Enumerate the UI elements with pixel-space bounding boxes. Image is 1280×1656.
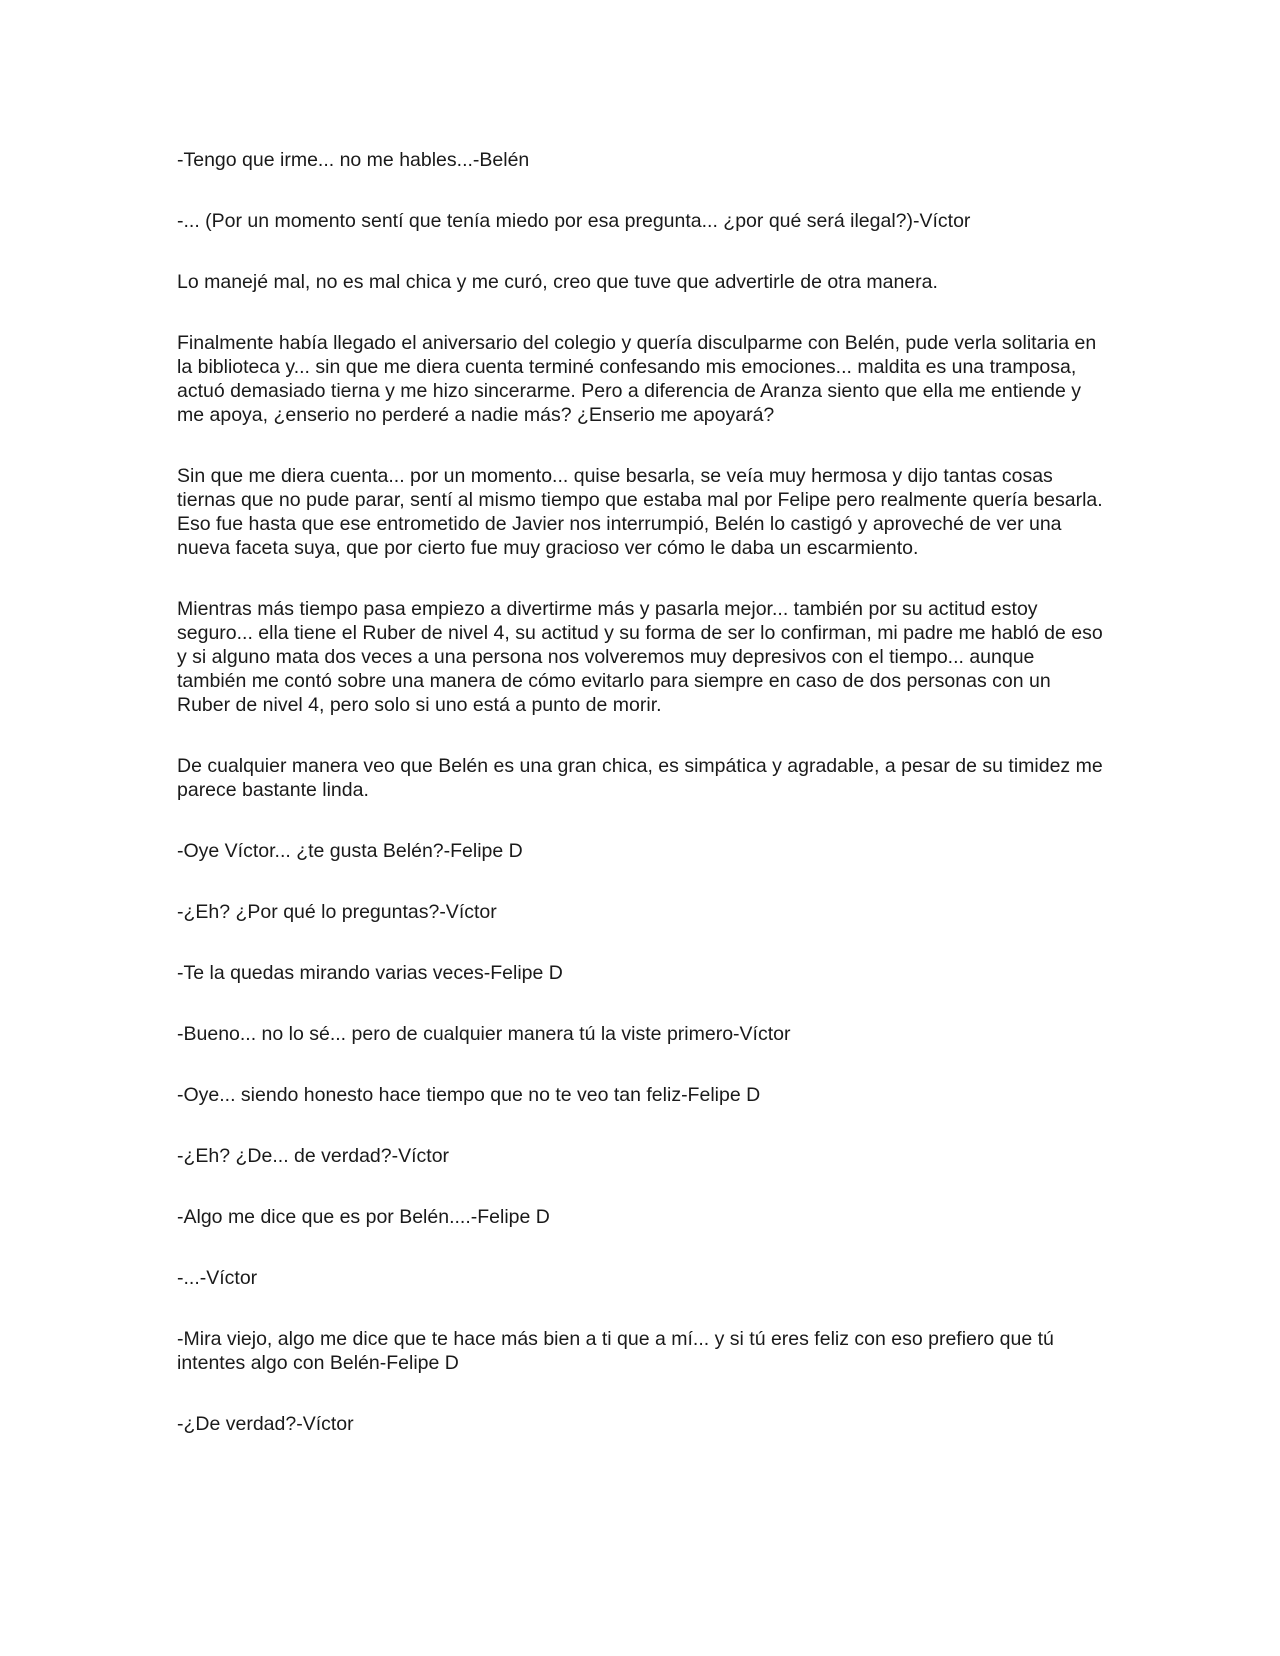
paragraph-14: -Algo me dice que es por Belén....-Felipe D: [177, 1206, 550, 1228]
paragraph-17: -¿De verdad?-Víctor: [177, 1413, 354, 1435]
document-page: [177, 148, 1107, 1473]
paragraph-11: -Bueno... no lo sé... pero de cualquier manera tú la viste primero-Víctor: [177, 1023, 791, 1045]
paragraph-6: Mientras más tiempo pasa empiezo a divertirme más y pasarla mejor... también por su actitud estoy seguro... ella tiene el Ruber de nivel 4, su actitud y su forma de ser lo confirman, mi padre me habló de eso y si alguno mata dos veces a una persona nos volveremos muy depresivos con el tiempo... aunque también me contó sobre una manera de cómo evitarlo para siempre en caso de dos personas con un Ruber de nivel 4, pero solo si uno está a punto de morir.: [177, 598, 1103, 716]
paragraph-13: -¿Eh? ¿De... de verdad?-Víctor: [177, 1145, 450, 1167]
paragraph-2: -... (Por un momento sentí que tenía miedo por esa pregunta... ¿por qué será ilegal?)-Víctor: [177, 210, 971, 232]
paragraph-8: -Oye Víctor... ¿te gusta Belén?-Felipe D: [177, 840, 523, 862]
paragraph-15: -...-Víctor: [177, 1267, 258, 1289]
paragraph-5: Sin que me diera cuenta... por un momento... quise besarla, se veía muy hermosa y dijo tantas cosas tiernas que no pude parar, sentí al mismo tiempo que estaba mal por Felipe pero realmente quería besarla. Eso fue hasta que ese entrometido de Javier nos interrumpió, Belén lo castigó y aproveché de ver una nueva faceta suya, que por cierto fue muy gracioso ver cómo le daba un escarmiento.: [177, 465, 1103, 559]
paragraph-3: Lo manejé mal, no es mal chica y me curó, creo que tuve que advertirle de otra manera.: [177, 271, 938, 293]
paragraph-16: -Mira viejo, algo me dice que te hace más bien a ti que a mí... y si tú eres feliz con eso prefiero que tú intentes algo con Belén-Felipe D: [177, 1328, 1054, 1374]
paragraph-12: -Oye... siendo honesto hace tiempo que no te veo tan feliz-Felipe D: [177, 1084, 761, 1106]
paragraph-9: -¿Eh? ¿Por qué lo preguntas?-Víctor: [177, 901, 497, 923]
paragraph-7: De cualquier manera veo que Belén es una gran chica, es simpática y agradable, a pesar de su timidez me parece bastante linda.: [177, 755, 1103, 801]
paragraph-10: -Te la quedas mirando varias veces-Felipe D: [177, 962, 563, 984]
paragraph-1: -Tengo que irme... no me hables...-Belén: [177, 149, 530, 171]
paragraph-4: Finalmente había llegado el aniversario del colegio y quería disculparme con Belén, pude verla solitaria en la biblioteca y... sin que me diera cuenta terminé confesando mis emociones... maldita es una tramposa, actuó demasiado tierna y me hizo sincerarme. Pero a diferencia de Aranza siento que ella me entiende y me apoya, ¿enserio no perderé a nadie más? ¿Enserio me apoyará?: [177, 332, 1097, 426]
